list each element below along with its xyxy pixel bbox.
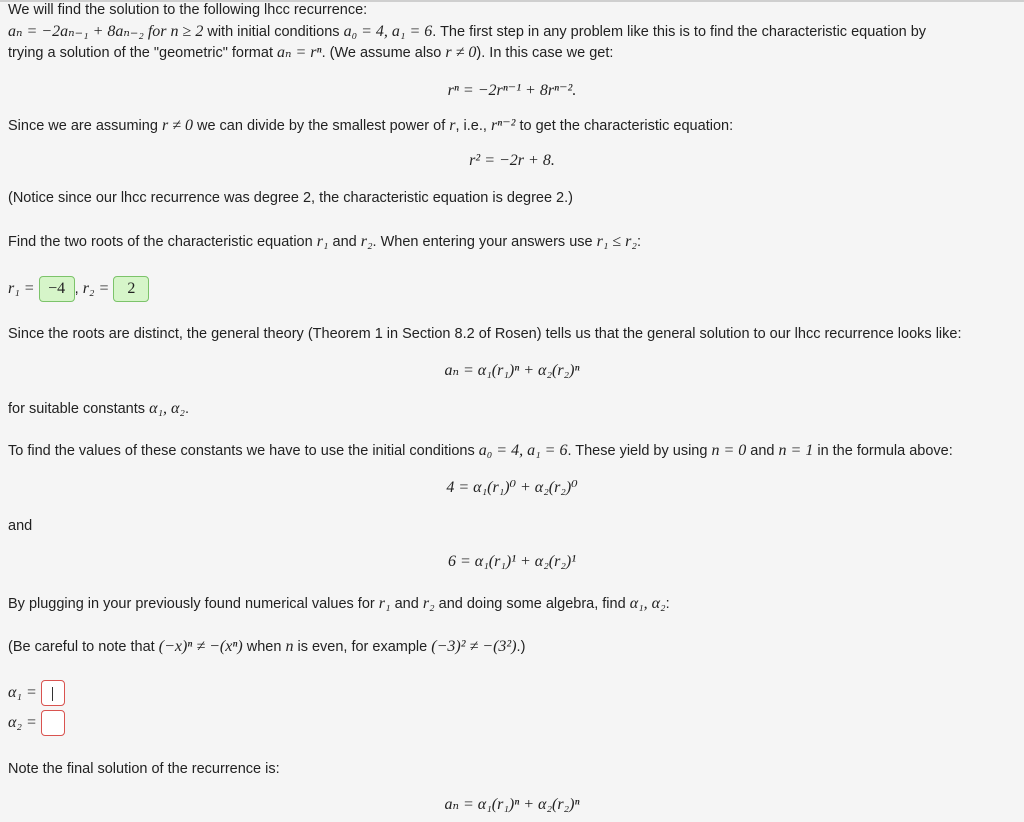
- constants-text-b: .: [184, 401, 190, 417]
- careful-text-d: .): [516, 639, 526, 655]
- constants-text-a: for suitable constants: [8, 401, 150, 417]
- divide-r-math: r: [449, 117, 456, 134]
- alpha1-answer-row: [8, 680, 65, 706]
- tofind-text-c: in the formula above:: [813, 443, 953, 459]
- r1-answer-label: r₁ =: [8, 280, 35, 297]
- divide-text-c: , i.e.,: [455, 118, 491, 134]
- equation-3: aₙ = α₁(r₁)ⁿ + α₂(r₂)ⁿ: [444, 362, 580, 379]
- divide-pow-math: rⁿ⁻²: [490, 117, 516, 134]
- n0-math: n = 0: [711, 442, 747, 459]
- intro-line3c: ). In this case we get:: [476, 45, 614, 61]
- find-roots-paragraph: [8, 231, 641, 253]
- tofind-text-a: To find the values of these constants we have to use the initial conditions: [8, 443, 479, 459]
- intro-text: We will find the solution to the following lhcc recurrence:: [8, 2, 368, 18]
- intro-line2-rest: . The first step in any problem like this is to find the characteristic equation by: [432, 24, 927, 40]
- assume-math: r ≠ 0: [445, 44, 477, 61]
- find-roots-text-b: . When entering your answers use: [372, 234, 597, 250]
- find-roots-text-c: :: [636, 234, 641, 250]
- divide-text-d: to get the characteristic equation:: [515, 118, 734, 134]
- tofind-paragraph: [8, 440, 953, 462]
- divide-text-a: Since we are assuming: [8, 118, 162, 134]
- tofind-text-b: . These yield by using: [567, 443, 712, 459]
- geometric-format-math: aₙ = rⁿ: [277, 44, 322, 61]
- text-cursor: [52, 687, 53, 701]
- alpha2-label: α₂ =: [8, 714, 37, 731]
- equation-6: aₙ = α₁(r₁)ⁿ + α₂(r₂)ⁿ: [444, 796, 580, 813]
- plugging-and: and: [390, 596, 423, 612]
- divide-cond-math: r ≠ 0: [161, 117, 193, 134]
- equation-1: rⁿ = −2rⁿ⁻¹ + 8rⁿ⁻².: [447, 82, 577, 99]
- plugging-text-a: By plugging in your previously found numerical values for: [8, 596, 379, 612]
- equation-2: r² = −2r + 8.: [469, 152, 555, 169]
- divide-text-b: we can divide by the smallest power of: [192, 118, 450, 134]
- r2-answer-label: r₂ =: [82, 280, 110, 297]
- r2-answer-input[interactable]: 2: [113, 276, 149, 302]
- equation-5: 6 = α₁(r₁)¹ + α₂(r₂)¹: [448, 553, 576, 570]
- alpha1-answer-input[interactable]: [41, 680, 65, 706]
- plugging-text-c: :: [665, 596, 670, 612]
- intro-line3a: trying a solution of the "geometric" format: [8, 45, 278, 61]
- careful-text-c: is even, for example: [293, 639, 432, 655]
- notice-paragraph: (Notice since our lhcc recurrence was degree 2, the characteristic equation is degree 2.): [8, 190, 573, 206]
- divide-paragraph: [8, 115, 733, 137]
- intro-line-3: [8, 42, 613, 64]
- intro-line-2: [8, 21, 926, 43]
- alpha1-label: α₁ =: [8, 684, 37, 701]
- plugging-paragraph: [8, 593, 670, 615]
- r2-math: r₂: [360, 233, 373, 250]
- plugging-r2-math: r₂: [422, 595, 435, 612]
- plugging-vals-math: α₁, α₂: [629, 595, 666, 612]
- initial-conditions-math: a₀ = 4, a₁ = 6: [343, 23, 433, 40]
- careful-example-math: (−3)² ≠ −(3²): [431, 638, 517, 655]
- recurrence-math: aₙ = −2aₙ₋₁ + 8aₙ₋₂ for n ≥ 2: [8, 23, 204, 40]
- r1-math: r₁: [316, 233, 329, 250]
- constants-paragraph: [8, 398, 189, 420]
- careful-expr-math: (−x)ⁿ ≠ −(xⁿ): [158, 638, 243, 655]
- r1-answer-input[interactable]: −4: [39, 276, 75, 302]
- general-paragraph: Since the roots are distinct, the general theory (Theorem 1 in Section 8.2 of Rosen) tells us that the general solution to our lhcc recurrence looks like:: [8, 326, 962, 342]
- plugging-r1-math: r₁: [378, 595, 391, 612]
- find-roots-text-a: Find the two roots of the characteristic equation: [8, 234, 317, 250]
- alpha2-answer-input[interactable]: [41, 710, 65, 736]
- roots-order-math: r₁ ≤ r₂: [596, 233, 637, 250]
- equation-4: 4 = α₁(r₁)⁰ + α₂(r₂)⁰: [446, 479, 578, 496]
- careful-n-math: n: [285, 638, 294, 655]
- careful-text-a: (Be careful to note that: [8, 639, 159, 655]
- intro-line3b: . (We assume also: [321, 45, 446, 61]
- careful-text-b: when: [242, 639, 286, 655]
- answer-separator: ,: [74, 281, 79, 297]
- and-text: and: [8, 518, 33, 534]
- n1-math: n = 1: [778, 442, 814, 459]
- intro-initial-label: with initial conditions: [203, 24, 344, 40]
- intro-line-1: [8, 0, 367, 21]
- careful-paragraph: [8, 636, 525, 658]
- alpha2-answer-row: [8, 710, 65, 736]
- find-roots-and: and: [328, 234, 361, 250]
- tofind-and: and: [746, 443, 779, 459]
- constants-math: α₁, α₂: [149, 400, 185, 417]
- roots-answer-row: [8, 276, 149, 302]
- final-note: Note the final solution of the recurrence is:: [8, 761, 280, 777]
- plugging-text-b: and doing some algebra, find: [434, 596, 630, 612]
- tofind-init-math: a₀ = 4, a₁ = 6: [478, 442, 568, 459]
